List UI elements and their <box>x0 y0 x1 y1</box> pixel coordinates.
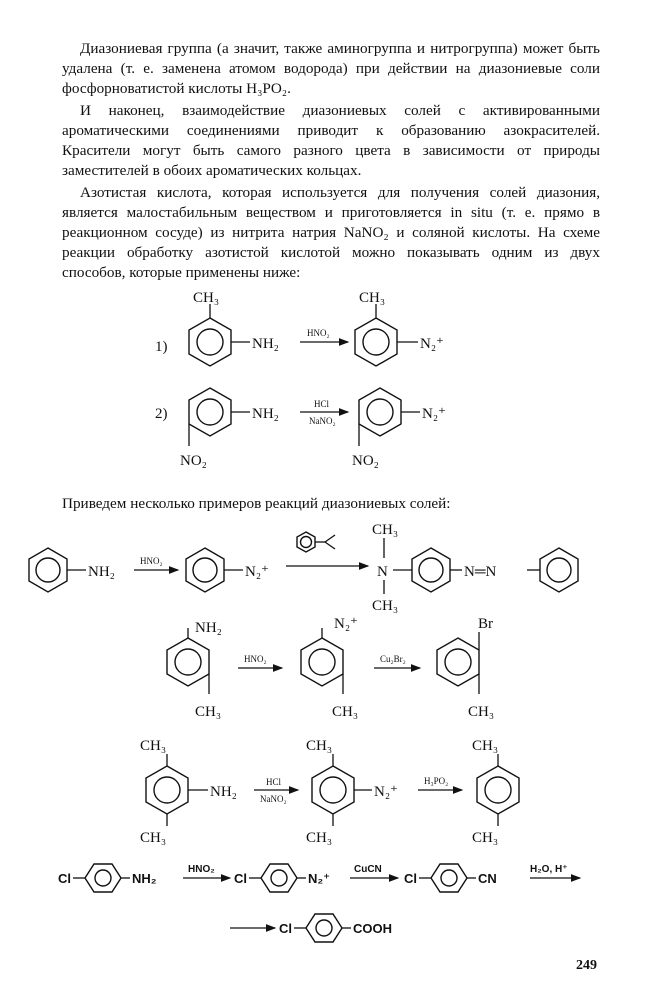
nh2-label: NH₂ <box>252 336 279 352</box>
chlorobenzene-ring <box>431 864 467 892</box>
cn-label: CN <box>478 871 497 886</box>
reagent-label: HNO₂ <box>140 556 163 566</box>
reagent-label: Cu₂Br₂ <box>380 654 406 664</box>
reagent-label: CuCN <box>354 864 382 875</box>
benzene-ring <box>412 548 462 592</box>
paragraph-2: И наконец, взаимодействие диазониевых солей с активированными ароматическими соединениями приводит к образованию азокрасителей. Красители могут быть самого разного цвета в зависимости от природы заместителей в обоих ароматических кольцах. <box>62 102 600 179</box>
ch3-label: CH₃ <box>468 704 495 720</box>
dimethylaniline-ring <box>146 754 208 826</box>
reagent-label: HNO₂ <box>307 328 330 338</box>
diazotization-scheme <box>0 280 659 480</box>
nh2-label: NH₂ <box>88 564 115 580</box>
reaction-number-2: 2) <box>155 406 168 422</box>
reagent-label: H₂O, H⁺ <box>530 864 568 875</box>
ch3-label: CH₃ <box>306 738 333 754</box>
no2-label: NO₂ <box>180 453 207 469</box>
reaction-number-1: 1) <box>155 339 168 355</box>
n2-plus-label: N₂⁺ <box>374 784 398 800</box>
reagent-label: NaNO₂ <box>309 416 336 426</box>
page-number: 249 <box>576 958 597 973</box>
paragraph-3: Азотистая кислота, которая используется для получения солей диазония, является малостабильным веществом и приготовляется in situ (т. е. прямо в реакционном сосуде) из нитрита натрия NaNO₂ и соляной кислоты. На схеме реакции обработку азотистой кислотой можно показывать одним из двух способов, которые применены ниже: <box>62 184 600 281</box>
chlorobenzene-ring <box>85 864 121 892</box>
m-xylene-ring <box>477 754 519 826</box>
paragraph-1: Диазониевая группа (а значит, также аминогруппа и нитрогруппа) может быть удалена (т. е. заменена атомом водорода) при действии на диазониевые соли фосфорноватистой кислоты H₃PO₂. <box>62 40 600 97</box>
ch3-label: CH₃ <box>193 290 220 306</box>
ch3-label: CH₃ <box>195 704 222 720</box>
ch3-label: CH₃ <box>372 522 399 538</box>
reagent-label: HNO₂ <box>188 864 215 875</box>
n-label: N <box>377 564 388 580</box>
nh2-label: NH₂ <box>195 620 222 636</box>
ch3-label: CH₃ <box>140 830 167 846</box>
nh2-label: NH₂ <box>210 784 237 800</box>
examples-caption: Приведем несколько примеров реакций диазониевых солей: <box>62 495 451 512</box>
m-toluidine-ring <box>167 628 209 694</box>
ch3-label: CH₃ <box>332 704 359 720</box>
chlorobenzene-ring <box>261 864 297 892</box>
reagent-label: HNO₂ <box>244 654 267 664</box>
cl-label: Cl <box>58 871 71 886</box>
azo-bond-label: N═N <box>464 564 497 580</box>
n2-plus-label: N₂⁺ <box>334 616 358 632</box>
reagent-label: H₃PO₂ <box>424 776 449 786</box>
benzene-ring <box>527 548 578 592</box>
benzenediazonium-ring <box>186 548 243 592</box>
ch3-label: CH₃ <box>359 290 386 306</box>
reagent-label: NaNO₂ <box>260 794 287 804</box>
nh2-label: NH₂ <box>132 871 157 886</box>
n2-plus-label: N₂⁺ <box>245 564 269 580</box>
reagent-label: HCl <box>314 399 330 409</box>
ch3-label: CH₃ <box>372 598 399 614</box>
chlorobenzene-ring <box>306 914 342 942</box>
reagent-label: HCl <box>266 777 282 787</box>
br-label: Br <box>478 616 493 632</box>
n2-plus-label: N₂⁺ <box>420 336 444 352</box>
nh2-label: NH₂ <box>252 406 279 422</box>
cooh-label: COOH <box>353 921 392 936</box>
dimethylaniline-reagent-icon <box>297 532 335 552</box>
no2-label: NO₂ <box>352 453 379 469</box>
ch3-label: CH₃ <box>472 738 499 754</box>
toluidine-ring <box>189 304 250 366</box>
cl-label: Cl <box>279 921 292 936</box>
bromotoluene-ring <box>437 632 479 694</box>
nitroaniline-ring <box>189 388 250 446</box>
n2-plus-label: N₂⁺ <box>422 406 446 422</box>
dimethyl-diazonium-ring <box>312 754 372 826</box>
ch3-label: CH₃ <box>472 830 499 846</box>
ch3-label: CH₃ <box>140 738 167 754</box>
diazonium-ring <box>301 628 343 694</box>
diazonium-reactions-scheme <box>0 518 659 948</box>
n2-plus-label: N₂⁺ <box>308 871 331 886</box>
diazonium-ring <box>355 304 418 366</box>
cl-label: Cl <box>404 871 417 886</box>
nitro-diazonium-ring <box>359 388 420 446</box>
cl-label: Cl <box>234 871 247 886</box>
benzene-ring <box>29 548 86 592</box>
ch3-label: CH₃ <box>306 830 333 846</box>
